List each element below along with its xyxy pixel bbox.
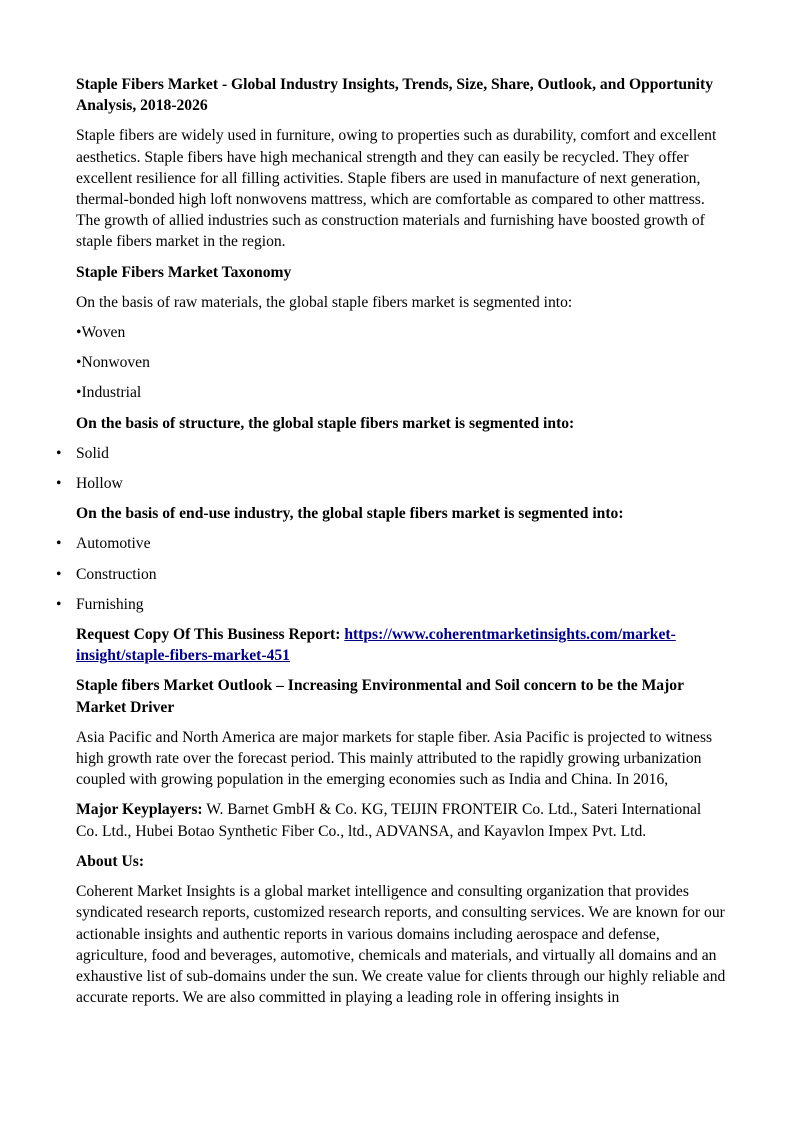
request-copy-paragraph (76, 624, 726, 666)
end-use-item-automotive: Automotive (76, 535, 151, 553)
list-item (56, 473, 726, 494)
structure-item-solid: Solid (76, 444, 109, 462)
list-item (56, 533, 726, 554)
bullet-icon: • (56, 595, 62, 613)
end-use-heading: On the basis of end-use industry, the global staple fibers market is segmented into: (76, 505, 624, 523)
about-paragraph: Coherent Market Insights is a global market intelligence and consulting organization that provides syndicated research reports, customized research reports, and consulting services. We are known for our actionable insights and authentic reports in various domains including aerospace and defense, agriculture, food and beverages, automotive, chemicals and materials, and virtually all domains and an exhaustive list of sub-domains under the sun. We create value for clients through our highly reliable and accurate reports. We are also committed in playing a leading role in offering insights in (76, 883, 726, 1007)
outlook-heading: Staple fibers Market Outlook – Increasing Environmental and Soil concern to be the Major Market Driver (76, 677, 684, 716)
raw-material-item-industrial: •Industrial (76, 384, 142, 402)
report-link[interactable]: https://www.coherentmarketinsights.com/market-insight/staple-fibers-market-451 (76, 626, 676, 665)
end-use-item-construction: Construction (76, 565, 157, 583)
end-use-item-furnishing: Furnishing (76, 595, 144, 613)
request-copy-label: Request Copy Of This Business Report: (76, 626, 345, 644)
about-heading: About Us: (76, 852, 145, 870)
bullet-icon: • (56, 475, 62, 493)
list-item (56, 594, 726, 615)
end-use-list (56, 533, 726, 615)
list-item (56, 564, 726, 585)
raw-material-item-woven: •Woven (76, 324, 126, 342)
taxonomy-heading: Staple Fibers Market Taxonomy (76, 263, 292, 281)
raw-material-item-nonwoven: •Nonwoven (76, 354, 150, 372)
structure-item-hollow: Hollow (76, 475, 123, 493)
keyplayers-text: W. Barnet GmbH & Co. KG, TEIJIN FRONTEIR Co. Ltd., Sateri International Co. Ltd., Hubei Botao Synthetic Fiber Co., ltd., ADVANSA, and Kayavlon Impex Pvt. Ltd. (76, 801, 702, 840)
outlook-paragraph: Asia Pacific and North America are major markets for staple fiber. Asia Pacific is projected to witness high growth rate over the forecast period. This mainly attributed to the rapidly growing urbanization coupled with growing population in the emerging economies such as India and China. In 2016, (76, 728, 713, 789)
keyplayers-label: Major Keyplayers: (76, 801, 203, 819)
bullet-icon: • (56, 565, 62, 583)
raw-materials-intro: On the basis of raw materials, the global staple fibers market is segmented into: (76, 293, 573, 311)
list-item (56, 443, 726, 464)
intro-paragraph: Staple fibers are widely used in furniture, owing to properties such as durability, comfort and excellent aesthetics. Staple fibers have high mechanical strength and they can easily be recycled. They offer excellent resilience for all filling activities. Staple fibers are used in manufacture of next generation, thermal-bonded high loft nonwovens mattress, which are comfortable as compared to other mattress. The growth of allied industries such as construction materials and furnishing have boosted growth of staple fibers market in the region. (76, 127, 717, 251)
document-title: Staple Fibers Market - Global Industry Insights, Trends, Size, Share, Outlook, and Opportunity Analysis, 2018-2026 (76, 76, 713, 115)
structure-heading: On the basis of structure, the global staple fibers market is segmented into: (76, 414, 575, 432)
document-page (56, 74, 726, 1017)
keyplayers-paragraph (76, 799, 726, 841)
bullet-icon: • (56, 444, 62, 462)
bullet-icon: • (56, 535, 62, 553)
structure-list (56, 443, 726, 494)
